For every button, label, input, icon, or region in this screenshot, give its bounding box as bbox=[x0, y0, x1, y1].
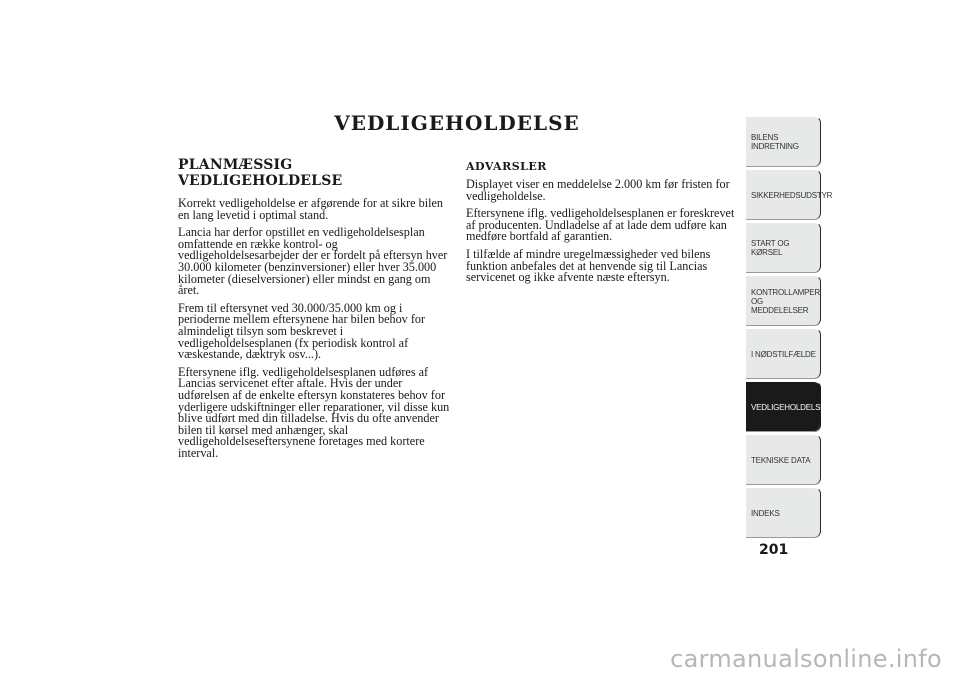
paragraph: Eftersynene iflg. vedligeholdelsesplanen er foreskrevet af producenten. Undladelse af at lade dem udføre kan medføre bortfald af garantien. bbox=[466, 206, 735, 244]
warnings-heading: ADVARSLER bbox=[466, 160, 547, 173]
paragraph: Korrekt vedligeholdelse er afgørende for at sikre bilen en lang levetid i optimal stand. bbox=[178, 196, 443, 222]
right-column bbox=[466, 155, 738, 290]
watermark: carmanualsonline.info bbox=[670, 645, 942, 673]
page-title: VEDLIGEHOLDELSE bbox=[334, 111, 580, 135]
paragraph: Frem til eftersynet ved 30.000/35.000 km og i perioderne mellem eftersynene har bilen behov for almindeligt tilsyn som beskrevet i vedligeholdelsesplanen (fx periodisk kontrol af væskestande, dæktryk osv...). bbox=[178, 300, 426, 362]
tab-sikkerhedsudstyr[interactable]: SIKKERHEDSUDSTYR bbox=[746, 169, 821, 220]
page-number: 201 bbox=[759, 542, 789, 558]
left-column bbox=[178, 155, 453, 465]
paragraph: Eftersynene iflg. vedligeholdelsesplanen udføres af Lancias servicenet efter aftale. Hvis der under udførelsen af de enkelte eftersyn konstateres behov for yderligere udskiftninger eller reparationer, vil disse kun blive udført med din tilladelse. Hvis du ofte anvender bilen til kørsel med anhænger, skal vedligeholdelseseftersynene foretages med kortere interval. bbox=[178, 364, 450, 460]
tab-kontrollamper[interactable]: KONTROLLAMPER OG MEDDELELSER bbox=[746, 275, 821, 326]
tab-start-og-korsel[interactable]: START OG KØRSEL bbox=[746, 222, 821, 273]
paragraph: Lancia har derfor opstillet en vedligeholdelsesplan omfattende en række kontrol- og vedligeholdelsesarbejder der er fordelt på eftersyn hver 30.000 kilometer (benzinversioner) eller hver 35.000 kilometer (dieselversioner) eller mindst en gang om året. bbox=[178, 225, 448, 298]
chapter-index-sidebar bbox=[746, 116, 833, 540]
tab-i-nodstilfaelde[interactable]: I NØDSTILFÆLDE bbox=[746, 328, 821, 379]
tab-tekniske-data[interactable]: TEKNISKE DATA bbox=[746, 434, 821, 485]
paragraph: I tilfælde af mindre uregelmæssigheder ved bilens funktion anbefales det at henvende sig til Lancias servicenet og ikke afvente næste eftersyn. bbox=[466, 246, 711, 285]
section-heading: PLANMÆSSIG VEDLIGEHOLDELSE bbox=[178, 157, 343, 189]
tab-bilens-indretning[interactable]: BILENS INDRETNING bbox=[746, 116, 821, 167]
tab-vedligeholdelse[interactable]: VEDLIGEHOLDELSE bbox=[746, 381, 821, 432]
tab-indeks[interactable]: INDEKS bbox=[746, 487, 821, 538]
paragraph: Displayet viser en meddelelse 2.000 km før fristen for vedligeholdelse. bbox=[466, 177, 730, 203]
